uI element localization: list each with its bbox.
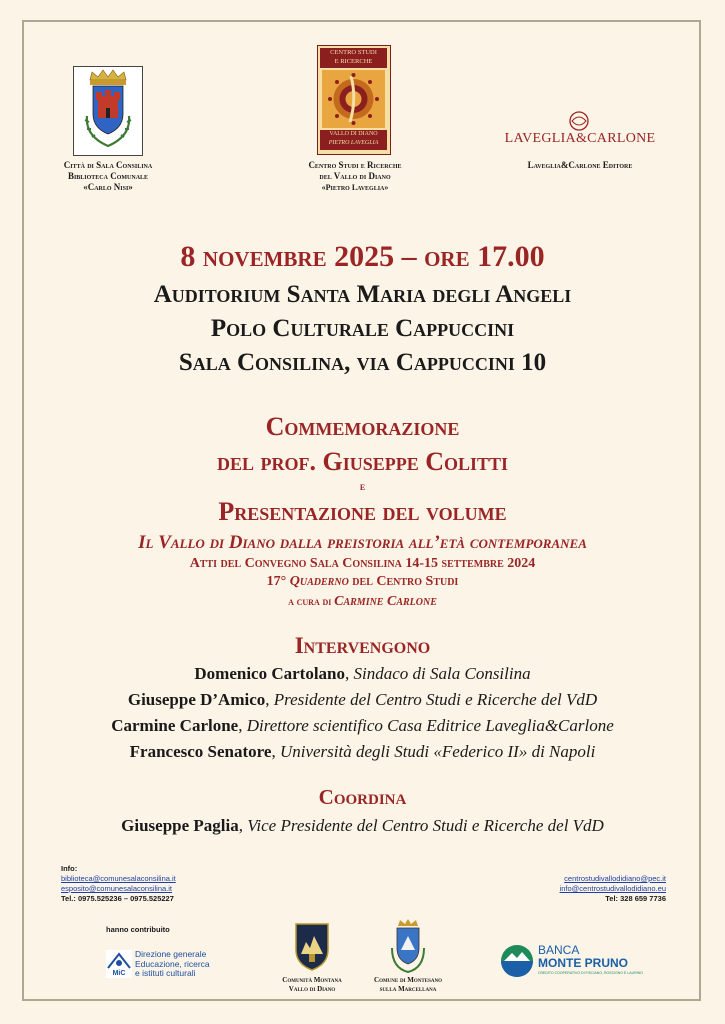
quaderno-number: 17°: [266, 574, 290, 589]
center-caption-line-1: Centro Studi e Ricerche: [308, 160, 402, 170]
speaker-row: Domenico Cartolano, Sindaco di Sala Consilina: [194, 664, 531, 683]
coordinator-role: Vice Presidente del Centro Studi e Ricerche del VdD: [247, 816, 604, 835]
library-phone: Tel.: 0975.525236 – 0975.525227: [61, 894, 174, 903]
commemoration-title: Commemorazione: [265, 412, 460, 441]
speaker-row: Francesco Senatore, Università degli Studi «Federico II» di Napoli: [129, 742, 596, 761]
speaker-row: Carmine Carlone, Direttore scientifico Casa Editrice Laveglia&Carlone: [111, 716, 614, 735]
mic-text: MiC: [112, 970, 126, 977]
curator-name: Carmine Carlone: [334, 594, 437, 609]
conjunction: e: [359, 479, 366, 493]
pec-email-link[interactable]: centrostudivallodidiano@pec.it: [564, 874, 666, 883]
curated-by-label: a cura di: [288, 596, 335, 608]
logo-bottom-line-1: VALLO DI DIANO: [329, 131, 378, 137]
speaker-row: Giuseppe D’Amico, Presidente del Centro Studi e Ricerche del VdD: [127, 690, 598, 709]
left-caption-line-1: Città di Sala Consilina: [63, 160, 153, 170]
sala-consilina-coat-of-arms-icon: [73, 66, 143, 156]
banca-line-1: BANCA: [538, 943, 580, 957]
coordinator-name: Giuseppe Paglia: [121, 816, 239, 835]
coordinator-heading: Coordina: [318, 785, 407, 809]
logo-top-line-1: CENTRO STUDI: [330, 49, 377, 56]
centro-studi-phone: Tel: 328 659 7736: [605, 894, 666, 903]
coordinator-row: Giuseppe Paglia, Vice Presidente del Centro Studi e Ricerche del VdD: [121, 816, 604, 835]
library-email-link[interactable]: biblioteca@comunesalaconsilina.it: [61, 874, 176, 883]
laveglia-carlone-emblem-icon: [566, 110, 592, 132]
info-label: Info:: [61, 864, 78, 873]
centro-studi-logo: [317, 45, 391, 155]
mic-line-1: Direzione generale: [135, 949, 207, 959]
comunita-caption-line-2: Vallo di Diano: [288, 985, 336, 993]
banca-subtitle: CREDITO COOPERATIVO DI FISCIANO, ROSCIGNO E LAURINO: [538, 971, 643, 975]
banca-line-2: MONTE PRUNO: [538, 956, 628, 970]
speaker-role: Presidente del Centro Studi e Ricerche del VdD: [273, 690, 598, 709]
laveglia-carlone-logo-text: LAVEGLIA&CARLONE: [504, 131, 656, 146]
proceedings-line: Atti del Convegno Sala Consilina 14-15 settembre 2024: [189, 556, 536, 571]
mic-line-3: e istituti culturali: [135, 968, 196, 978]
center-logo-caption: [270, 160, 440, 193]
mic-logo: [106, 950, 228, 980]
left-caption-line-2: Biblioteca Comunale: [67, 171, 149, 181]
speakers-heading: Intervengono: [294, 633, 431, 658]
speaker-role: Direttore scientifico Casa Editrice Laveglia&Carlone: [246, 716, 614, 735]
sun-emblem-icon: [322, 70, 385, 128]
mic-text-block: [135, 950, 210, 979]
speaker-role: Sindaco di Sala Consilina: [353, 664, 531, 683]
comunita-caption-line-1: Comunità Montana: [282, 976, 342, 984]
quaderno-suffix: del Centro Studi: [348, 574, 459, 589]
event-date: 8 novembre 2025 – ore 17.00: [180, 240, 545, 273]
commemoration-subject: del prof. Giuseppe Colitti: [216, 447, 509, 476]
info-left: [61, 864, 261, 904]
montesano-caption-line-1: Comune di Montesano: [374, 976, 442, 984]
right-logo-caption: Laveglia&Carlone Editore: [527, 160, 633, 170]
quaderno-line: [0, 573, 725, 591]
speaker-name: Domenico Cartolano: [194, 664, 346, 683]
left-logo-caption: [30, 160, 186, 193]
speaker-name: Francesco Senatore: [129, 742, 272, 761]
book-title: Il Vallo di Diano dalla preistoria all’età contemporanea: [138, 532, 587, 553]
left-caption-line-3: «Carlo Nisi»: [83, 182, 133, 192]
speaker-name: Carmine Carlone: [111, 716, 239, 735]
montesano-caption: [352, 976, 464, 994]
mic-line-2: Educazione, ricerca: [135, 958, 210, 969]
banca-monte-pruno-emblem-icon: [500, 944, 534, 978]
banca-monte-pruno-logo: [500, 944, 660, 980]
centro-studi-logo-bottom: [320, 130, 387, 150]
montesano-caption-line-2: sulla Marcellana: [379, 985, 437, 993]
comunita-montana-shield-icon: [292, 920, 332, 972]
venue-line-3: Sala Consilina, via Cappuccini 10: [178, 349, 547, 376]
contributors-label: hanno contribuito: [106, 925, 170, 934]
curated-by-line: [0, 593, 725, 611]
esposito-email-link[interactable]: esposito@comunesalaconsilina.it: [61, 884, 173, 893]
quaderno-word: Quaderno: [289, 574, 349, 589]
venue-line-2: Polo Culturale Cappuccini: [210, 315, 515, 342]
speaker-name: Giuseppe D’Amico: [127, 690, 266, 709]
logo-bottom-line-2: PIETRO LAVEGLIA: [328, 140, 379, 146]
centro-studi-logo-top: [320, 48, 387, 68]
montesano-coat-of-arms-icon: [388, 918, 428, 974]
info-email-link[interactable]: info@centrostudivallodidiano.eu: [559, 884, 666, 893]
presentation-title: Presentazione del volume: [218, 497, 507, 526]
center-caption-line-3: «Pietro Laveglia»: [321, 183, 389, 192]
logo-top-line-2: E RICERCHE: [334, 58, 373, 65]
speaker-role: Università degli Studi «Federico II» di Napoli: [279, 742, 596, 761]
venue-line-1: Auditorium Santa Maria degli Angeli: [153, 281, 572, 308]
center-caption-line-2: del Vallo di Diano: [319, 171, 391, 181]
info-right: [480, 874, 666, 904]
